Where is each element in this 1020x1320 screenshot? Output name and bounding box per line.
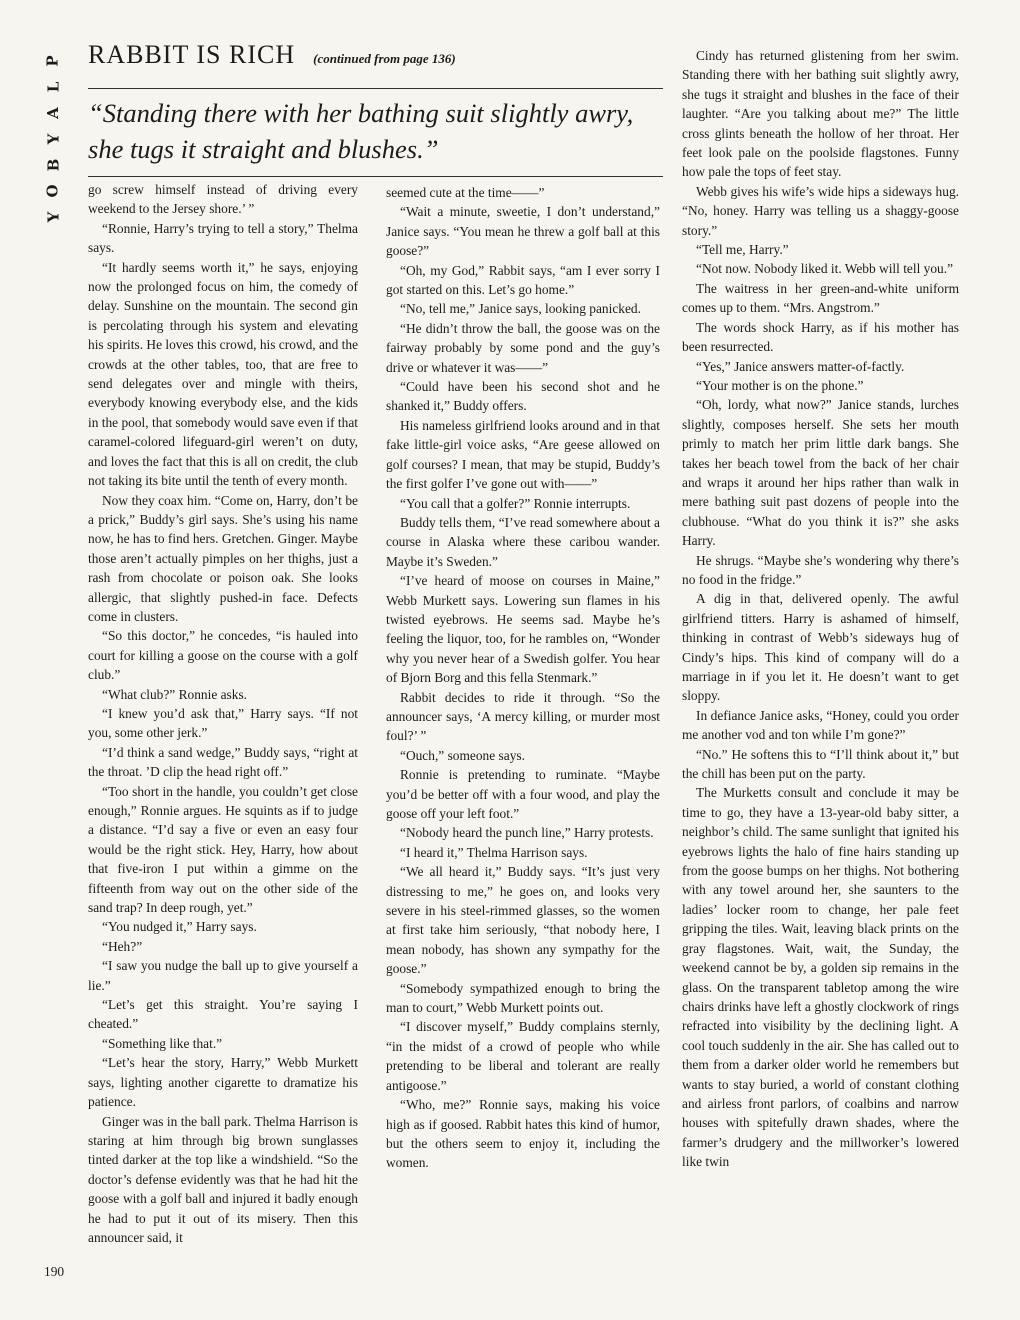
paragraph: “Could have been his second shot and he shanked it,” Buddy offers.	[386, 379, 660, 414]
paragraph: “You call that a golfer?” Ronnie interrupts.	[400, 495, 631, 511]
paragraph: “Oh, lordy, what now?” Janice stands, lurches slightly, composes herself. She sets her mouth primly to match her prim little dark bangs. She takes her beach towel from the back of her chair and wraps it around her hips rather than walk in mere bathing suit past dozens of people into the clubhouse. “What do you think it is?” she asks Harry.	[682, 397, 959, 549]
pull-quote-rule	[88, 176, 663, 177]
paragraph: “Oh, my God,” Rabbit says, “am I ever sorry I got started on this. Let’s go home.”	[386, 262, 660, 298]
paragraph: Ginger was in the ball park. Thelma Harrison is staring at him through big brown sunglasses tinted darker at the top like a windshield. “So the doctor’s defense evidently was that he had hit the goose with a golf ball and injured it badly enough he had to put it out of its misery. Then this announcer said, it	[88, 1113, 358, 1245]
paragraph: Buddy tells them, “I’ve read somewhere about a course in Alaska where these caribou wander. Maybe it’s Sweden.”	[386, 514, 660, 569]
sidebar-letter: A	[43, 107, 62, 119]
paragraph: The waitress in her green-and-white uniform comes up to them. “Mrs. Angstrom.”	[682, 280, 959, 316]
text-column-3	[682, 46, 959, 1172]
paragraph: “No.” He softens this to “I’ll think about it,” but the chill has been put on the party.	[682, 746, 959, 782]
page-number: 190	[44, 1264, 65, 1279]
paragraph: “He didn’t throw the ball, the goose was on the fairway probably by some pond and the guy’s drive or whatever it was——”	[386, 320, 660, 375]
paragraph: The Murketts consult and conclude it may be time to go, they have a 13-year-old baby sitter, a neighbor’s child. The same sunlight that ignited his eyebrows lights the halo of fine hairs standing up from the goose bumps on her thighs. Not bothering with any towel around her, she saunters to the ladies’ locker room to change, her pale feet gripping the tiles. Wait, leaving black prints on the gray flagstones. Wait, wait, the Sunday, the weekend cannot be by, a golden sip remains in the glass. On the transparent tabletop among the wire chairs drinks have left a ghostly clockwork of rings refracted into visibility by the declining light. A cool touch suddenly in the air. She has called out to them from a darker older world he remembers but wants to stay buried, a world of constant clothing and airless front parlors, of coalbins and narrow houses with spitefully drawn shades, where the farmer’s drudgery and the millworker’s lowered like twin	[682, 785, 959, 1170]
paragraph: “I discover myself,” Buddy complains sternly, “in the midst of a crowd of people who while pretending to be liberal and tolerant are really antigoose.”	[386, 1019, 660, 1093]
paragraph: “Yes,” Janice answers matter-of-factly.	[696, 358, 905, 374]
paragraph: “I’d think a sand wedge,” Buddy says, “right at the throat. ’D clip the head right off.”	[88, 744, 358, 780]
paragraph: The words shock Harry, as if his mother has been resurrected.	[682, 319, 959, 355]
pull-quote: “Standing there with her bathing suit slightly awry, she tugs it straight and blushes.”	[88, 98, 634, 164]
paragraph: “So this doctor,” he concedes, “is hauled into court for killing a goose on the course with a golf club.”	[88, 628, 358, 683]
paragraph: “Somebody sympathized enough to bring the man to court,” Webb Murkett points out.	[386, 980, 660, 1016]
paragraph: “Nobody heard the punch line,” Harry protests.	[400, 825, 654, 841]
paragraph: “I knew you’d ask that,” Harry says. “If not you, some other jerk.”	[88, 705, 358, 741]
sidebar-letter: B	[44, 158, 62, 172]
paragraph: “It hardly seems worth it,” he says, enjoying now the prolonged focus on him, the comedy of delay. Sunshine on the mountain. The second gin is percolating through his system and elevating his spirits. He loves this crowd, his crowd, and the crowds at the other tables, too, that are free to send delegates over and mingle with theirs, everybody knowing everybody else, and the kids in the pool, that somebody would save even if that caramel-colored lifeguard-girl weren’t on duty, and loves the fact that this is all on credit, the club not taking its bite until the tenth of every month.	[88, 259, 359, 489]
paragraph: “Your mother is on the phone.”	[696, 377, 864, 393]
paragraph: In defiance Janice asks, “Honey, could you order me another vod and ton while I’m gone?”	[682, 707, 959, 743]
paragraph: “Let’s get this straight. You’re saying I cheated.”	[88, 997, 358, 1032]
paragraph: A dig in that, delivered openly. The awful girlfriend titters. Harry is ashamed of himself, thinking in contrast of Webb’s sideways hug of Cindy’s hips. This kind of company will do a marriage in if you let it. He doesn’t want to get sloppy.	[682, 591, 959, 704]
paragraph: “I saw you nudge the ball up to give yourself a lie.”	[88, 958, 358, 993]
paragraph: “Too short in the handle, you couldn’t get close enough,” Ronnie argues. He squints as if to judge a distance. “I’d say a five or even an easy four would be the right stick. Hey, Harry, how about that five-iron I put within a gimme on the fifteenth from way out on the other side of the sand trap? In deep rough, yet.”	[88, 783, 358, 916]
paragraph: “Tell me, Harry.”	[696, 242, 789, 258]
text-column-2	[386, 183, 660, 1173]
sidebar-letter: L	[43, 81, 62, 93]
paragraph: Rabbit decides to ride it through. “So the announcer says, ‘A mercy killing, or murder most foul?’ ”	[386, 689, 660, 744]
paragraph: He shrugs. “Maybe she’s wondering why there’s no food in the fridge.”	[682, 552, 959, 587]
paragraph: “Wait a minute, sweetie, I don’t understand,” Janice says. “You mean he threw a golf ball at this goose?”	[386, 204, 660, 259]
continued-note: (continued from page 136)	[313, 51, 456, 66]
paragraph: go screw himself instead of driving every weekend to the Jersey shore.’ ”	[88, 182, 358, 217]
sidebar-letter: Y	[44, 211, 62, 223]
paragraph: “I’ve heard of moose on courses in Maine,” Webb Murkett says. Lowering sun flames in his twisted eyebrows. He seems sad. Maybe he’s feeling the liquor, too, for he rambles on, “Wonder why you never hear of a Swedish golfer. You hear of Bjorn Borg and this fella Stenmark.”	[386, 573, 660, 686]
paragraph: His nameless girlfriend looks around and in that fake little-girl voice asks, “Are geese allowed on golf courses? I mean, that may be stupid, Buddy’s the first golfer I’ve gone out with——”	[386, 417, 660, 492]
paragraph: Cindy has returned glistening from her swim. Standing there with her bathing suit slightly awry, she tugs it straight and blushes in the face of their laughter. “Are you talking about me?” The little cross glints beneath the hollow of her throat. Her feet look pale on the poolside flagstones. Funny how pale the tops of feet stay.	[682, 48, 959, 180]
paragraph: Now they coax him. “Come on, Harry, don’t be a prick,” Buddy’s girl says. She’s using his name now, he has to find hers. Gretchen. Ginger. Maybe those aren’t actually pimples on her thighs, just a rash from chocolate or poison oak. She looks allergic, that slightly pushed-in face. Defects come in clusters.	[88, 492, 358, 624]
article-title: RABBIT IS RICH	[88, 40, 296, 69]
text-column-1	[88, 180, 358, 1247]
paragraph: “Not now. Nobody liked it. Webb will tell you.”	[696, 261, 954, 277]
magazine-sidebar	[40, 48, 66, 230]
paragraph: “You nudged it,” Harry says.	[102, 919, 257, 935]
header-rule	[88, 88, 663, 89]
paragraph: “Let’s hear the story, Harry,” Webb Murkett says, lighting another cigarette to dramatize his patience.	[88, 1055, 358, 1110]
paragraph: “I heard it,” Thelma Harrison says.	[400, 844, 588, 860]
paragraph: “Something like that.”	[102, 1035, 223, 1051]
paragraph: seemed cute at the time——”	[386, 185, 545, 200]
paragraph: “Ronnie, Harry’s trying to tell a story,” Thelma says.	[88, 220, 358, 256]
paragraph: “We all heard it,” Buddy says. “It’s just very distressing to me,” he goes on, and looks very severe in his steel-rimmed glasses, so the women at first take him seriously, “that nobody here, I mean nobody, has shown any sympathy for the goose.”	[386, 864, 660, 977]
article-header	[88, 40, 663, 70]
sidebar-letter: O	[43, 184, 62, 198]
sidebar-letter: Y	[44, 133, 62, 145]
paragraph: “Who, me?” Ronnie says, making his voice high as if goosed. Rabbit hates this kind of humor, but the others seem to enjoy it, including the women.	[386, 1097, 660, 1171]
sidebar-letter: P	[44, 55, 62, 67]
paragraph: Webb gives his wife’s wide hips a sideways hug. “No, honey. Harry was telling us a shaggy-goose story.”	[682, 183, 959, 238]
paragraph: “No, tell me,” Janice says, looking panicked.	[400, 301, 641, 317]
paragraph: “Ouch,” someone says.	[400, 747, 525, 763]
paragraph: Ronnie is pretending to ruminate. “Maybe you’d be better off with a four wood, and play the goose off your left foot.”	[386, 767, 660, 821]
paragraph: “What club?” Ronnie asks.	[102, 686, 248, 702]
paragraph: “Heh?”	[102, 938, 143, 954]
